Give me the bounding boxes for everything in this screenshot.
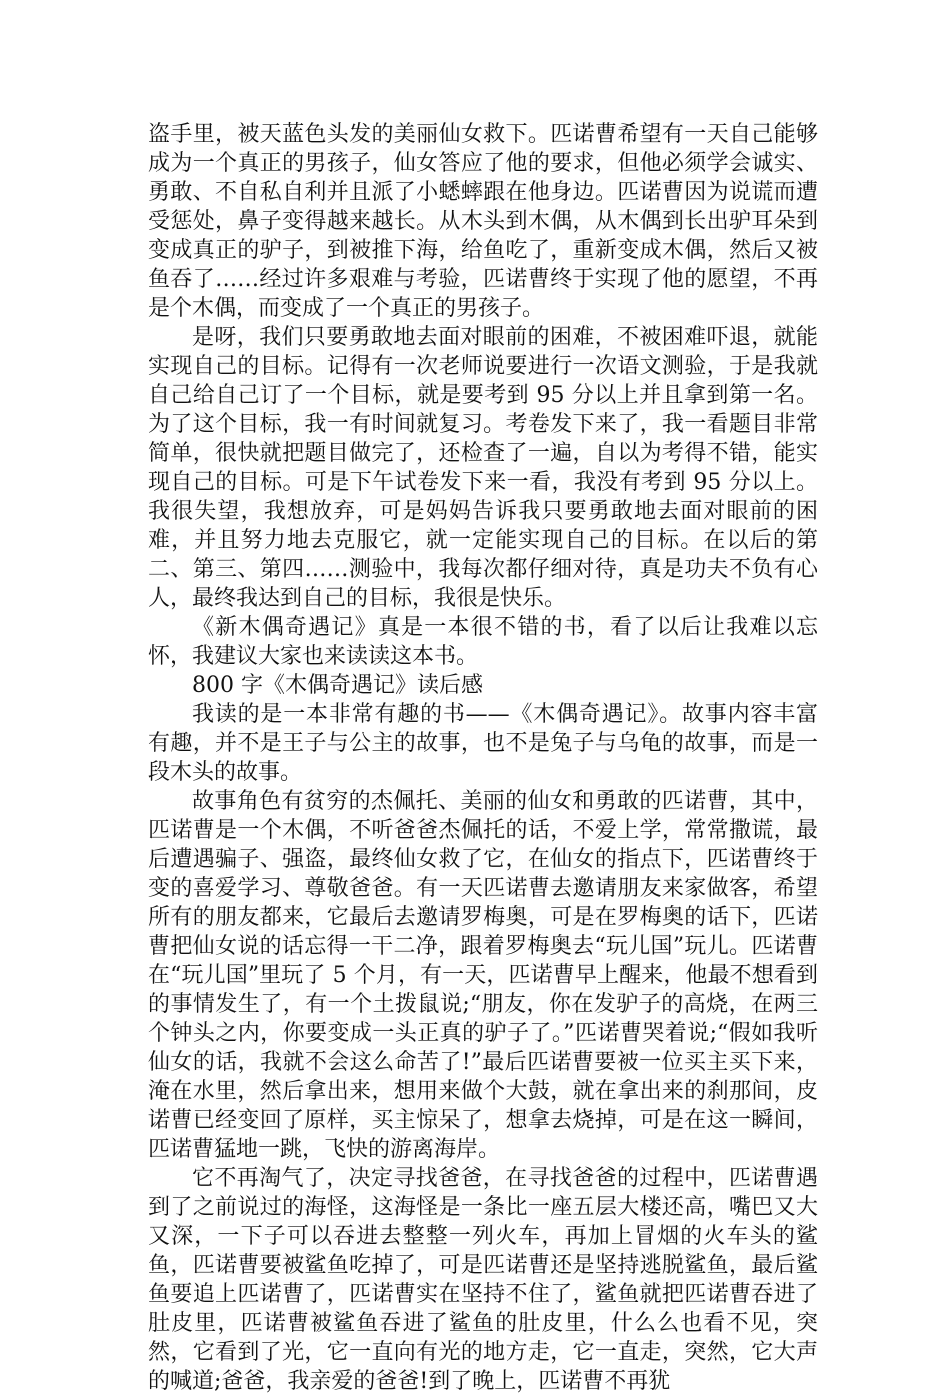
paragraph-2: 是呀，我们只要勇敢地去面对眼前的困难，不被困难吓退，就能实现自己的目标。记得有一次老师说要进行一次语文测验，于是我就自己给自己订了一个目标，就是要考到 95 分以上并且拿到第一名。为了这个目标，我一有时间就复习。考卷发下来了，我一看题目非常简单，很快就把题目做完了，还检查了一遍，自以为考得不错，能实现自己的目标。可是下午试卷发下来一看，我没有考到 95 分以上。我很失望，我想放弃，可是妈妈告诉我只要勇敢地去面对眼前的困难，并且努力地去克服它，就一定能实现自己的目标。在以后的第二、第三、第四……测验中，我每次都仔细对待，真是功夫不负有心人，最终我达到自己的目标，我很是快乐。 [148,325,818,611]
paragraph-6: 它不再淘气了，决定寻找爸爸，在寻找爸爸的过程中，匹诺曹遇到了之前说过的海怪，这海怪是一条比一座五层大楼还高，嘴巴又大又深，一下子可以吞进去整整一列火车，再加上冒烟的火车头的鲨鱼，匹诺曹要被鲨鱼吃掉了，可是匹诺曹还是坚持逃脱鲨鱼，最后鲨鱼要追上匹诺曹了，匹诺曹实在坚持不住了，鲨鱼就把匹诺曹吞进了肚皮里，匹诺曹被鲨鱼吞进了鲨鱼的肚皮里，什么么也看不见，突然，它看到了光，它一直向有光的地方走，它一直走，突然，它大声的喊道;爸爸，我亲爱的爸爸!到了晚上，匹诺曹不再犹 [148,1166,818,1394]
document-page [148,120,818,1396]
paragraph-1: 盗手里，被天蓝色头发的美丽仙女救下。匹诺曹希望有一天自己能够成为一个真正的男孩子，仙女答应了他的要求，但他必须学会诚实、勇敢、不自私自利并且派了小蟋蟀跟在他身边。匹诺曹因为说谎而遭受惩处，鼻子变得越来越长。从木头到木偶，从木偶到长出驴耳朵到变成真正的驴子，到被推下海，给鱼吃了，重新变成木偶，然后又被鱼吞了……经过许多艰难与考验，匹诺曹终于实现了他的愿望，不再是个木偶，而变成了一个真正的男孩子。 [148,122,818,321]
paragraph-3: 《新木偶奇遇记》真是一本很不错的书，看了以后让我难以忘怀，我建议大家也来读读这本书。 [148,615,818,669]
paragraph-5: 故事角色有贫穷的杰佩托、美丽的仙女和勇敢的匹诺曹，其中，匹诺曹是一个木偶，不听爸爸杰佩托的话，不爱上学，常常撒谎，最后遭遇骗子、强盗，最终仙女救了它，在仙女的指点下，匹诺曹终于变的喜爱学习、尊敬爸爸。有一天匹诺曹去邀请朋友来家做客，希望所有的朋友都来，它最后去邀请罗梅奥，可是在罗梅奥的话下，匹诺曹把仙女说的话忘得一干二净，跟着罗梅奥去“玩儿国”玩儿。匹诺曹在“玩儿国”里玩了 5 个月，有一天，匹诺曹早上醒来，他最不想看到的事情发生了，有一个土拨鼠说;“朋友，你在发驴子的高烧，在两三个钟头之内，你要变成一头正真的驴子了。”匹诺曹哭着说;“假如我听仙女的话，我就不会这么命苦了!”最后匹诺曹要被一位买主买下来，淹在水里，然后拿出来，想用来做个大鼓，就在拿出来的刹那间，皮诺曹已经变回了原样，买主惊呆了，想拿去烧掉，可是在这一瞬间，匹诺曹猛地一跳，飞快的游离海岸。 [148,789,818,1162]
paragraph-4: 我读的是一本非常有趣的书——《木偶奇遇记》。故事内容丰富有趣，并不是王子与公主的故事，也不是兔子与乌龟的故事，而是一段木头的故事。 [148,702,818,785]
section-heading: 800 字《木偶奇遇记》读后感 [192,673,483,698]
